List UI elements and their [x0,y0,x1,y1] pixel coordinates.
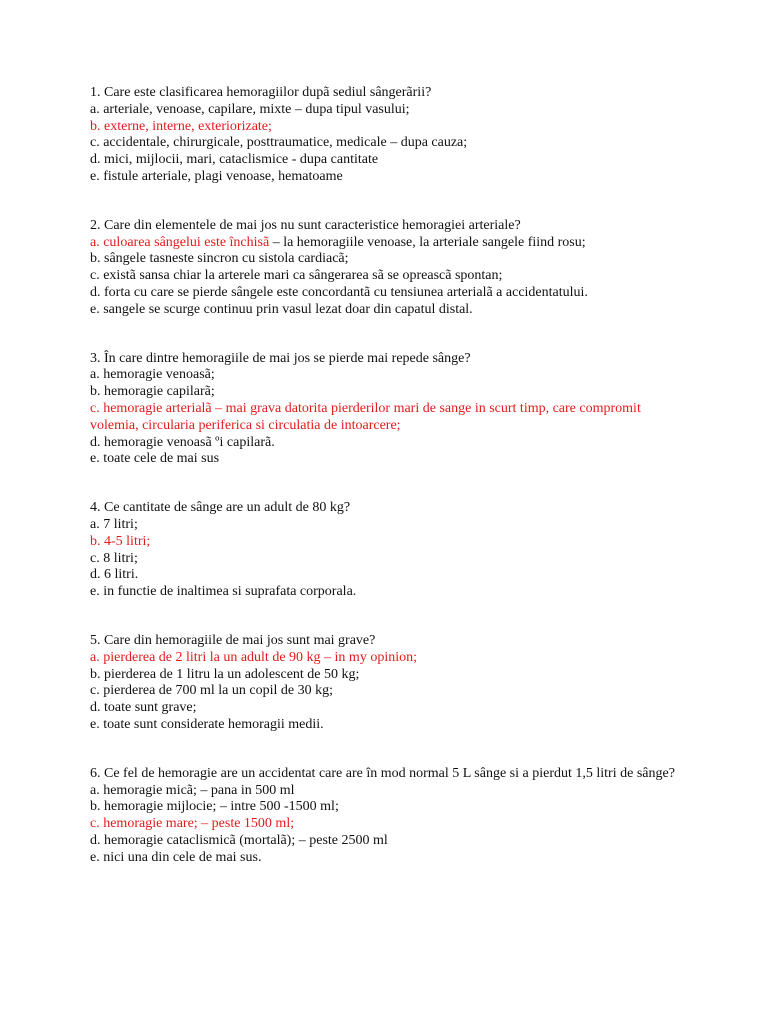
option-prefix: b. [90,666,101,682]
option-a [90,102,738,119]
option-text: 6 litri. [104,567,139,583]
option-prefix: b. [90,799,101,815]
question-text [90,500,738,517]
option-text: pierderea de 700 ml la un copil de 30 kg; [103,683,333,699]
option-text: hemoragie venoasã; [103,367,215,383]
option-e [90,850,738,867]
question-2 [90,218,738,319]
option-a [90,650,738,667]
question-5 [90,633,738,734]
question-6 [90,766,738,867]
option-b [90,119,738,136]
question-body: Ce fel de hemoragie are un accidentat care are în mod normal 5 L sânge si a pierdut 1,5 litri de sânge? [104,765,675,781]
question-4 [90,500,738,601]
option-prefix: a. [90,782,100,798]
option-e [90,169,738,186]
option-c [90,135,738,152]
option-text: sangele se scurge continuu prin vasul lezat doar din capatul distal. [103,301,473,317]
option-text: accidentale, chirurgicale, posttraumatice, medicale – dupa cauza; [103,135,468,151]
option-prefix: a. [90,101,100,117]
option-text: toate cele de mai sus [103,451,220,467]
option-highlight: culoarea sângelui este închisã [103,234,270,250]
option-prefix: c. [90,400,100,416]
option-text: 8 litri; [103,550,138,566]
option-e [90,302,738,319]
option-d [90,700,738,717]
option-c [90,401,650,435]
option-text: hemoragie micã; – pana in 500 ml [103,782,295,798]
option-prefix: d. [90,832,101,848]
question-text [90,766,710,783]
option-text: pierderea de 1 litru la un adolescent de 50 kg; [104,666,360,682]
option-prefix: b. [90,251,101,267]
option-prefix: e. [90,716,100,732]
option-a [90,517,738,534]
option-text: hemoragie mijlocie; – intre 500 -1500 ml; [104,799,339,815]
option-text: sângele tasneste sincron cu sistola cardiacã; [104,251,349,267]
option-text: hemoragie cataclismicã (mortalã); – peste 2500 ml [104,832,388,848]
option-prefix: a. [90,234,100,250]
option-a [90,783,738,800]
option-prefix: d. [90,152,101,168]
question-number: 5. [90,632,101,648]
option-text: fistule arteriale, plagi venoase, hematoame [103,168,343,184]
option-b [90,534,738,551]
option-b [90,251,738,268]
option-text: – la hemoragiile venoase, la arteriale sangele fiind rosu; [269,234,586,250]
option-prefix: d. [90,284,101,300]
option-prefix: e. [90,301,100,317]
option-highlight: 4-5 litri; [104,533,151,549]
option-highlight: hemoragie arterialã – mai grava datorita pierderilor mari de sange in scurt timp, care compromit volemia, circularia periferica si circulatia de intoarcere; [90,400,641,433]
option-text: arteriale, venoase, capilare, mixte – dupa tipul vasului; [103,101,410,117]
option-text: 7 litri; [103,516,138,532]
question-text [90,85,738,102]
option-d [90,435,738,452]
option-text: mici, mijlocii, mari, cataclismice - dupa cantitate [104,152,379,168]
option-e [90,451,738,468]
question-3 [90,351,738,469]
option-text: toate sunt grave; [104,700,197,716]
option-prefix: d. [90,434,101,450]
option-prefix: b. [90,118,101,134]
option-prefix: a. [90,516,100,532]
option-prefix: c. [90,268,100,284]
option-prefix: e. [90,584,100,600]
option-text: hemoragie capilarã; [104,384,215,400]
option-b [90,667,738,684]
option-text: hemoragie venoasã ºi capilarã. [104,434,275,450]
option-prefix: e. [90,168,100,184]
option-b [90,799,738,816]
option-c [90,816,738,833]
option-text: existã sansa chiar la arterele mari ca sângerarea sã se opreascã spontan; [103,268,503,284]
option-prefix: e. [90,849,100,865]
option-prefix: d. [90,567,101,583]
option-text: forta cu care se pierde sângele este concordantã cu tensiunea arterialã a accidentatului. [104,284,588,300]
option-e [90,717,738,734]
option-a [90,367,738,384]
option-prefix: c. [90,135,100,151]
question-body: Care din hemoragiile de mai jos sunt mai grave? [104,632,376,648]
question-number: 4. [90,500,101,516]
option-prefix: a. [90,649,100,665]
question-body: Care din elementele de mai jos nu sunt caracteristice hemoragiei arteriale? [104,217,521,233]
question-1 [90,85,738,186]
option-prefix: d. [90,700,101,716]
option-d [90,833,738,850]
option-text: nici una din cele de mai sus. [103,849,262,865]
option-prefix: c. [90,550,100,566]
question-number: 1. [90,85,101,100]
option-prefix: c. [90,683,100,699]
option-prefix: e. [90,451,100,467]
option-highlight: externe, interne, exteriorizate; [104,118,272,134]
option-prefix: b. [90,533,101,549]
question-body: În care dintre hemoragiile de mai jos se pierde mai repede sânge? [104,350,471,366]
option-d [90,285,738,302]
option-prefix: c. [90,816,100,832]
question-text [90,351,738,368]
question-number: 2. [90,217,101,233]
question-text [90,218,738,235]
option-prefix: a. [90,367,100,383]
option-c [90,268,738,285]
option-c [90,551,738,568]
option-d [90,567,738,584]
question-number: 3. [90,350,101,366]
option-prefix: b. [90,384,101,400]
option-highlight: pierderea de 2 litri la un adult de 90 kg – in my opinion; [103,649,417,665]
option-d [90,152,738,169]
option-e [90,584,738,601]
option-a [90,235,738,252]
option-b [90,384,738,401]
question-body: Care este clasificarea hemoragiilor dupã sediul sângerãrii? [104,85,432,100]
option-text: in functie de inaltimea si suprafata corporala. [103,584,357,600]
question-text [90,633,738,650]
question-number: 6. [90,765,101,781]
option-text: toate sunt considerate hemoragii medii. [103,716,324,732]
option-highlight: hemoragie mare; – peste 1500 ml; [103,816,295,832]
question-body: Ce cantitate de sânge are un adult de 80 kg? [104,500,351,516]
option-c [90,683,738,700]
